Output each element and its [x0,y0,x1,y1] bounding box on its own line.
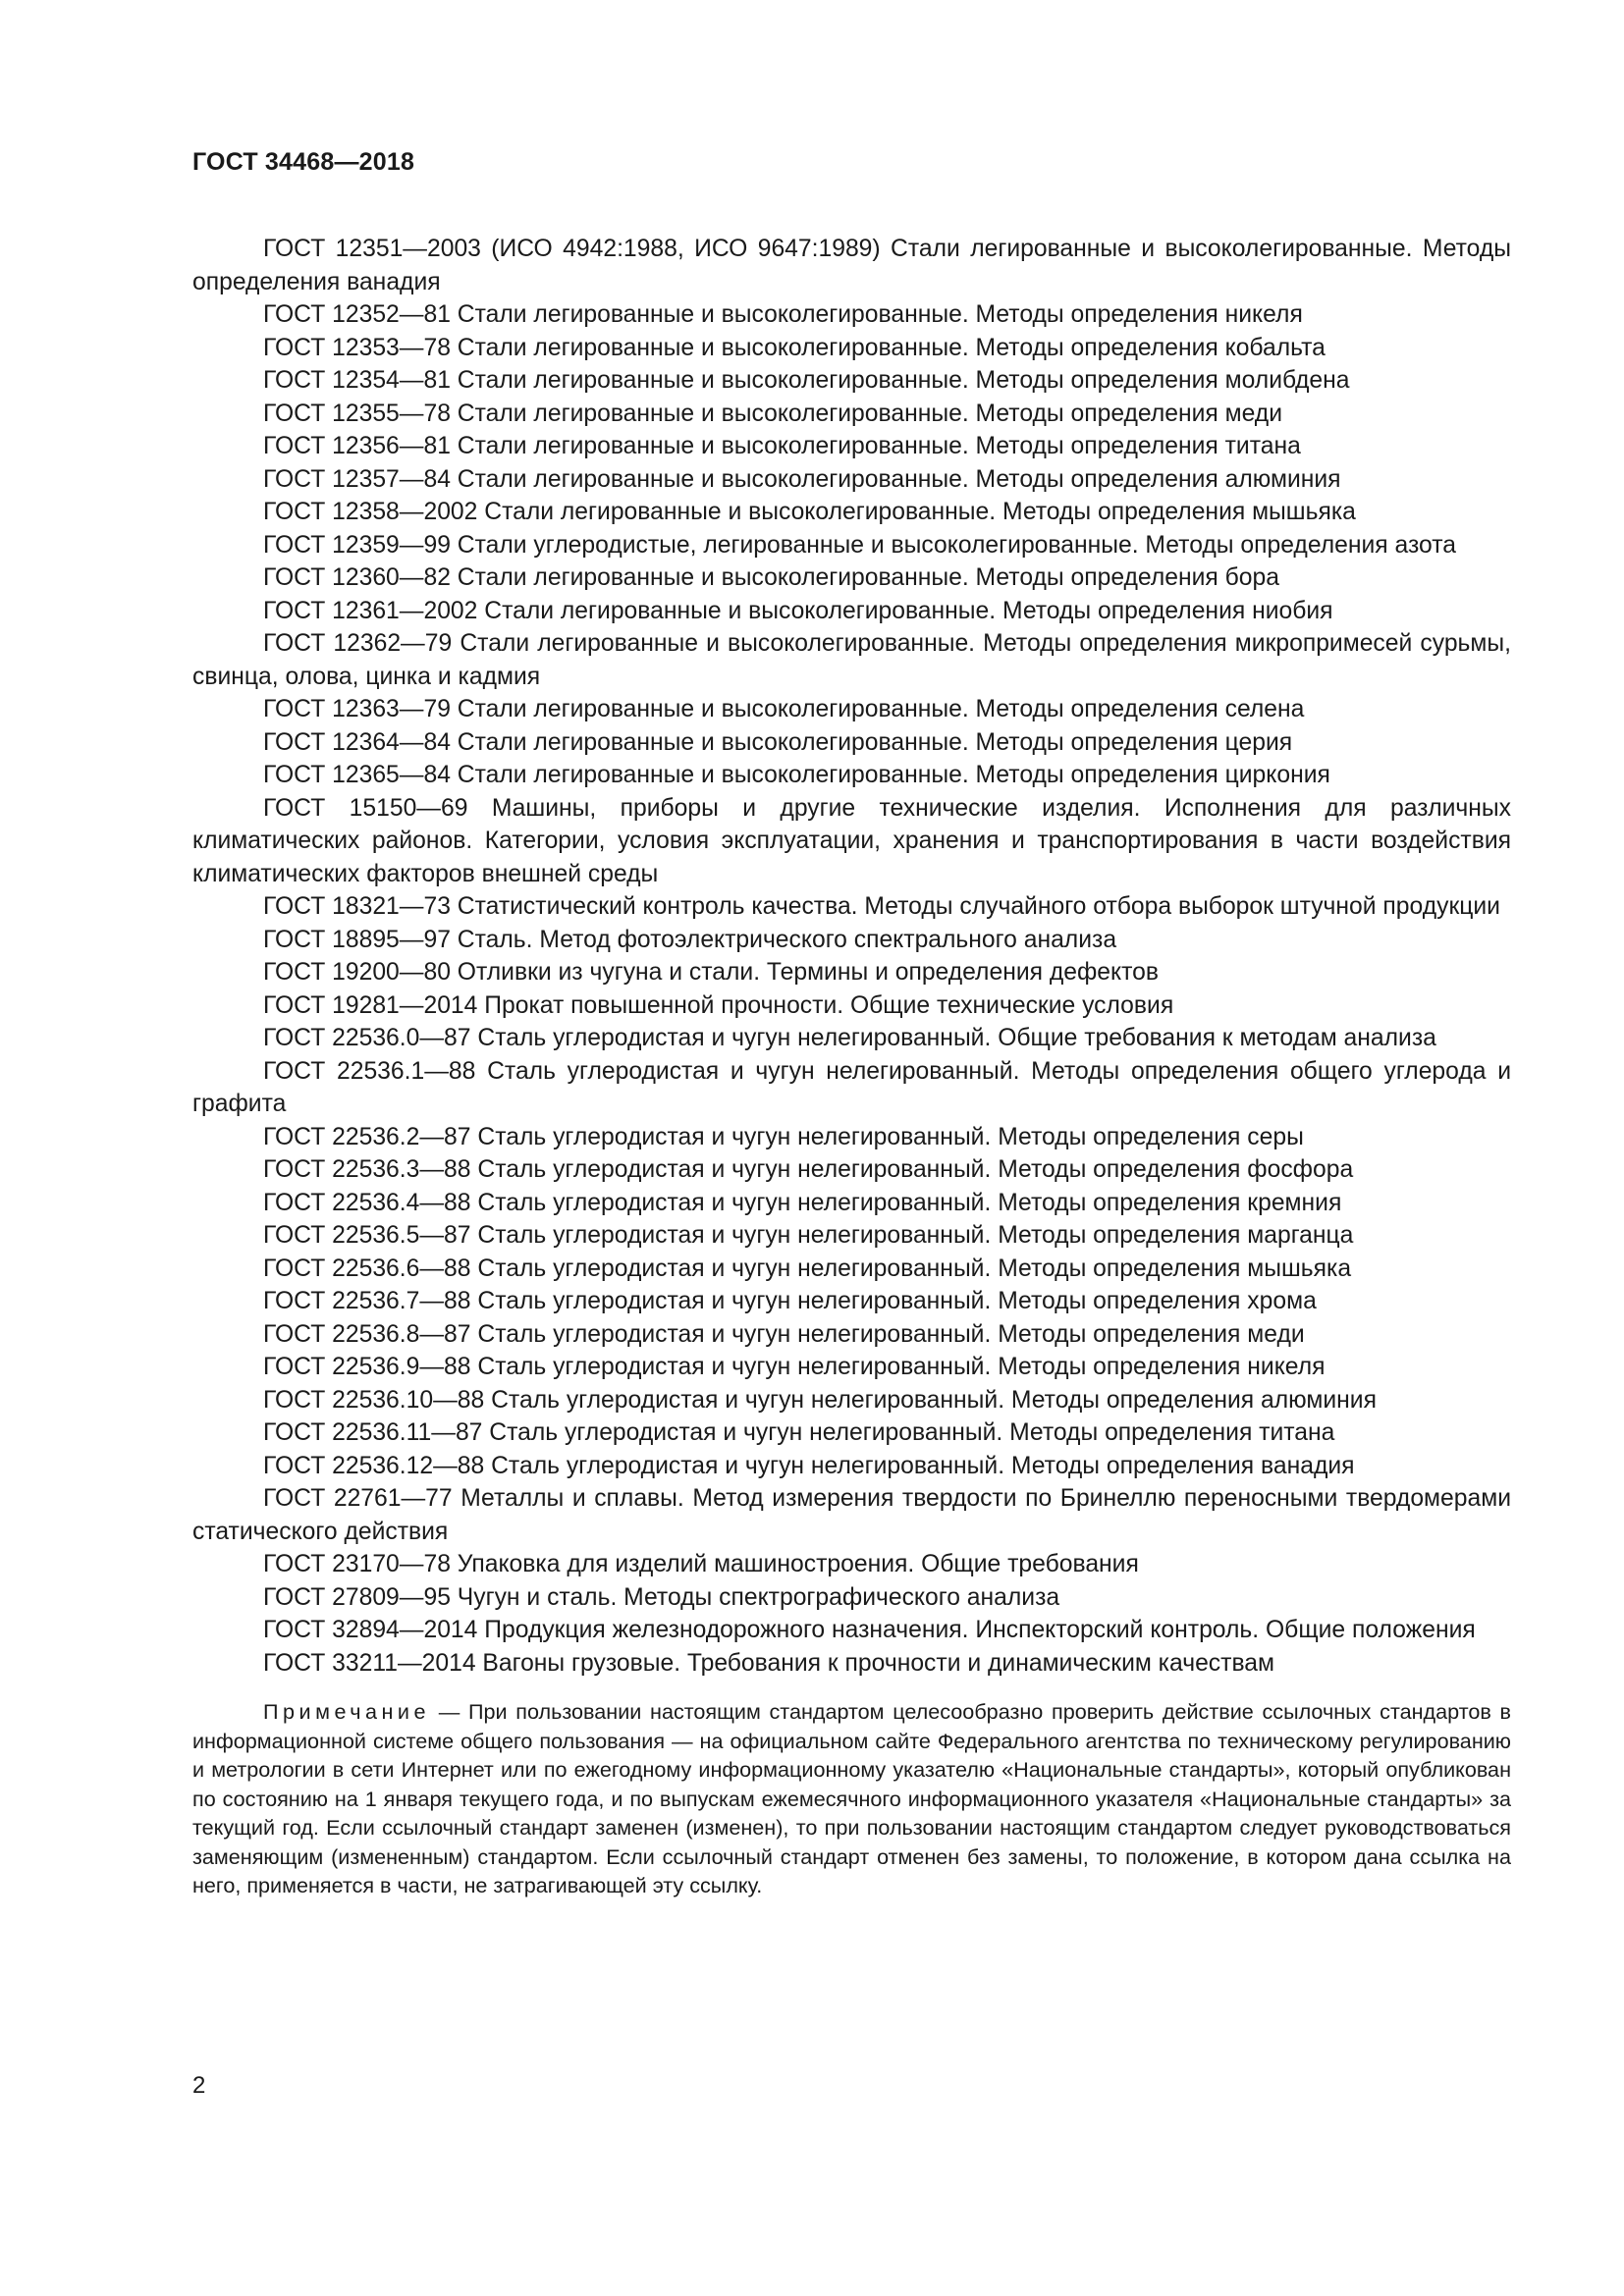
reference-item: ГОСТ 19200—80 Отливки из чугуна и стали. Термины и определения дефектов [263,959,1159,986]
reference-item: ГОСТ 22536.4—88 Сталь углеродистая и чугун нелегированный. Методы определения кремния [263,1189,1342,1216]
reference-item: ГОСТ 12365—84 Стали легированные и высоколегированные. Методы определения циркония [263,762,1330,788]
reference-item: ГОСТ 22536.2—87 Сталь углеродистая и чугун нелегированный. Методы определения серы [263,1123,1304,1150]
reference-item: ГОСТ 22536.0—87 Сталь углеродистая и чугун нелегированный. Общие требования к методам анализа [263,1025,1436,1051]
reference-item: ГОСТ 22536.9—88 Сталь углеродистая и чугун нелегированный. Методы определения никеля [263,1354,1326,1380]
reference-item: ГОСТ 27809—95 Чугун и сталь. Методы спектрографического анализа [263,1583,1060,1611]
document-header: ГОСТ 34468—2018 [192,148,415,176]
note-label: Примечание [263,1699,430,1724]
reference-item: ГОСТ 12353—78 Стали легированные и высоколегированные. Методы определения кобальта [263,334,1326,361]
reference-item: ГОСТ 12364—84 Стали легированные и высоколегированные. Методы определения церия [263,728,1293,756]
reference-item: ГОСТ 12361—2002 Стали легированные и высоколегированные. Методы определения ниобия [263,597,1333,624]
reference-item: ГОСТ 12356—81 Стали легированные и высоколегированные. Методы определения титана [263,433,1301,459]
reference-item: ГОСТ 18895—97 Сталь. Метод фотоэлектрического спектрального анализа [263,926,1117,953]
reference-item: ГОСТ 22536.7—88 Сталь углеродистая и чугун нелегированный. Методы определения хрома [263,1288,1317,1314]
reference-item: ГОСТ 33211—2014 Вагоны грузовые. Требования к прочности и динамическим качествам [263,1649,1274,1677]
reference-item: ГОСТ 12362—79 Стали легированные и высоколегированные. Методы определения микропримесей сурьмы, свинца, олова, цинка и кадмия [192,630,1511,690]
reference-item: ГОСТ 22536.12—88 Сталь углеродистая и чугун нелегированный. Методы определения ванадия [263,1452,1355,1479]
page-number: 2 [192,2072,206,2099]
reference-item: ГОСТ 22761—77 Металлы и сплавы. Метод измерения твердости по Бринеллю переносными твердомерами статического действия [192,1485,1511,1545]
note-paragraph [192,1697,1511,1900]
reference-item: ГОСТ 23170—78 Упаковка для изделий машиностроения. Общие требования [263,1551,1139,1577]
reference-item: ГОСТ 12352—81 Стали легированные и высоколегированные. Методы определения никеля [263,301,1303,328]
reference-item: ГОСТ 18321—73 Статистический контроль качества. Методы случайного отбора выборок штучной продукции [263,893,1500,920]
note-text: — При пользовании настоящим стандартом целесообразно проверить действие ссылочных стандартов в информационной системе общего пользования — на официальном сайте Федерального агентства по техническому регулированию и метрологии в сети Интернет или по ежегодному информационному указателю «Национальные стандарты», который опубликован по состоянию на 1 января текущего года, и по выпускам ежемесячного информационного указателя «Национальные стандарты» за текущий год. Если ссылочный стандарт заменен (изменен), то при пользовании настоящим стандартом следует руководствоваться заменяющим (измененным) стандартом. Если ссылочный стандарт отменен без замены, то положение, в котором дана ссылка на него, применяется в части, не затрагивающей эту ссылку. [192,1699,1511,1897]
document-page [192,147,1511,1900]
reference-item: ГОСТ 22536.8—87 Сталь углеродистая и чугун нелегированный. Методы определения меди [263,1320,1305,1348]
reference-item: ГОСТ 12360—82 Стали легированные и высоколегированные. Методы определения бора [263,564,1279,591]
reference-item: ГОСТ 12359—99 Стали углеродистые, легированные и высоколегированные. Методы определения азота [263,531,1456,559]
reference-item: ГОСТ 12351—2003 (ИСО 4942:1988, ИСО 9647:1989) Стали легированные и высоколегированные. Методы определения ванадия [192,236,1511,295]
reference-item: ГОСТ 12363—79 Стали легированные и высоколегированные. Методы определения селена [263,696,1305,722]
reference-item: ГОСТ 22536.11—87 Сталь углеродистая и чугун нелегированный. Методы определения титана [263,1419,1335,1446]
normative-references-list [192,233,1511,1680]
reference-item: ГОСТ 22536.6—88 Сталь углеродистая и чугун нелегированный. Методы определения мышьяка [263,1255,1352,1282]
reference-item: ГОСТ 22536.1—88 Сталь углеродистая и чугун нелегированный. Методы определения общего углерода и графита [192,1057,1511,1117]
reference-item: ГОСТ 22536.5—87 Сталь углеродистая и чугун нелегированный. Методы определения марганца [263,1222,1354,1249]
reference-item: ГОСТ 15150—69 Машины, приборы и другие технические изделия. Исполнения для различных климатических районов. Категории, условия эксплуатации, хранения и транспортирования в части воздействия климатических факторов внешней среды [192,794,1511,887]
reference-item: ГОСТ 12358—2002 Стали легированные и высоколегированные. Методы определения мышьяка [263,499,1356,525]
reference-item: ГОСТ 12355—78 Стали легированные и высоколегированные. Методы определения меди [263,400,1282,427]
reference-item: ГОСТ 19281—2014 Прокат повышенной прочности. Общие технические условия [263,991,1174,1019]
reference-item: ГОСТ 22536.3—88 Сталь углеродистая и чугун нелегированный. Методы определения фосфора [263,1156,1354,1183]
reference-item: ГОСТ 12357—84 Стали легированные и высоколегированные. Методы определения алюминия [263,465,1341,493]
reference-item: ГОСТ 22536.10—88 Сталь углеродистая и чугун нелегированный. Методы определения алюминия [263,1386,1377,1414]
reference-item: ГОСТ 32894—2014 Продукция железнодорожного назначения. Инспекторский контроль. Общие положения [263,1617,1476,1643]
reference-item: ГОСТ 12354—81 Стали легированные и высоколегированные. Методы определения молибдена [263,367,1350,394]
